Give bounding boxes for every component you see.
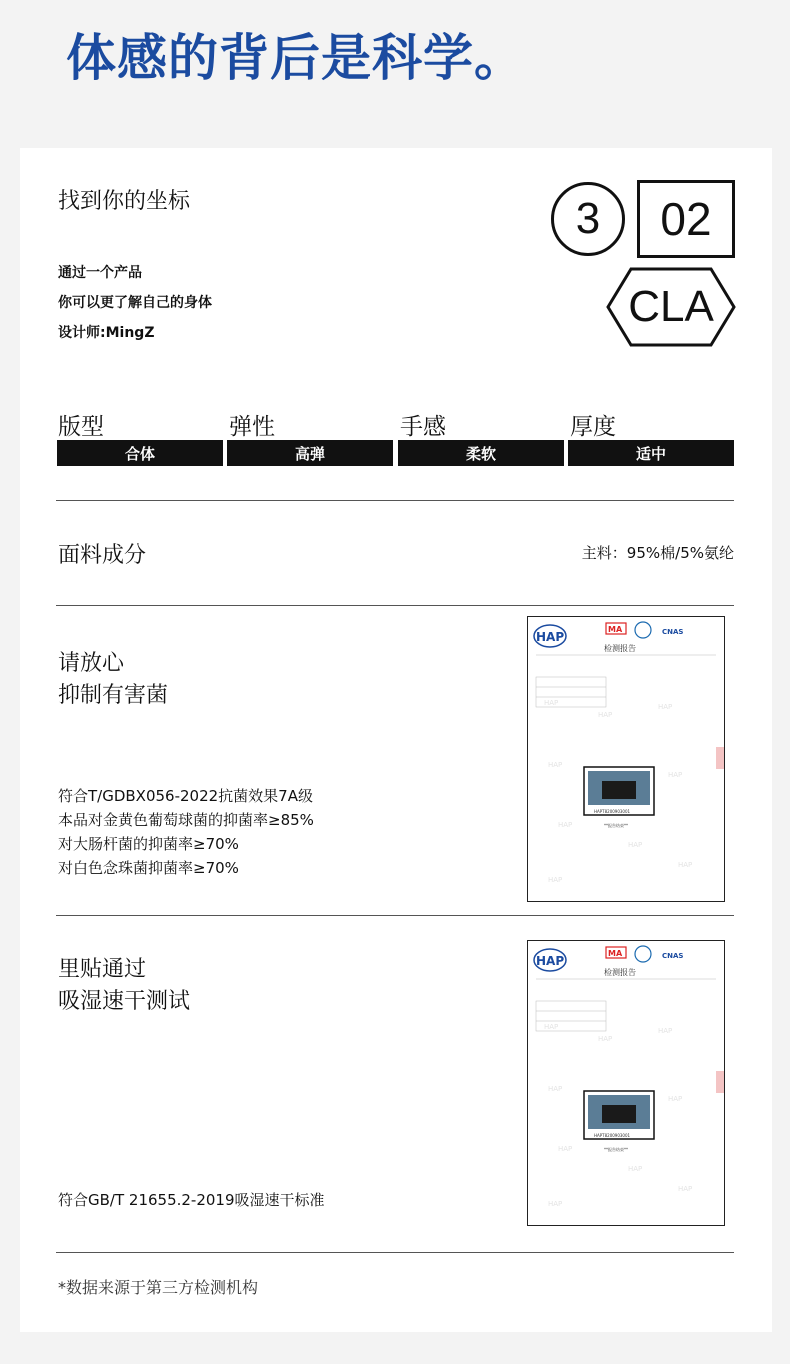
svg-text:HAP: HAP	[544, 1023, 559, 1031]
report-cnas-mark: CNAS	[662, 628, 684, 636]
hexagon-badge	[605, 266, 737, 348]
moisture-heading-line: 吸湿速干测试	[58, 989, 191, 1014]
test-report-document	[528, 617, 724, 901]
svg-text:HAP: HAP	[548, 761, 563, 769]
intro-lines	[58, 258, 212, 348]
intro-line: 你可以更了解自己的身体	[58, 295, 212, 311]
attr-value-elasticity: 高弹	[227, 440, 393, 466]
svg-text:HAP: HAP	[628, 841, 643, 849]
report-title: 检测报告	[604, 644, 636, 653]
svg-text:HAP: HAP	[668, 1095, 683, 1103]
fabric-heading: 面料成分	[58, 543, 147, 568]
detail-line: 对大肠杆菌的抑菌率≥70%	[58, 835, 239, 853]
report-title: 检测报告	[604, 968, 636, 977]
svg-text:HAP: HAP	[658, 1027, 673, 1035]
report-logo: HAP	[536, 954, 565, 968]
detail-line: 对白色念珠菌抑菌率≥70%	[58, 859, 239, 877]
report-number: HAPT8200903001	[594, 1133, 631, 1138]
intro-line: 通过一个产品	[58, 265, 142, 281]
attr-value-fit: 合体	[57, 440, 223, 466]
svg-text:HAP: HAP	[548, 1085, 563, 1093]
footnote: *数据来源于第三方检测机构	[58, 1278, 259, 1297]
divider	[56, 1252, 734, 1253]
test-report-document	[528, 941, 724, 1225]
page-title: 体感的背后是科学。	[66, 29, 525, 87]
svg-text:HAP: HAP	[678, 861, 693, 869]
divider	[56, 500, 734, 501]
svg-text:HAP: HAP	[558, 1145, 573, 1153]
circle-badge: 3	[551, 182, 625, 256]
report-footer: **报告结束**	[604, 823, 628, 828]
svg-text:HAP: HAP	[658, 703, 673, 711]
attr-label-feel: 手感	[400, 414, 446, 440]
svg-text:HAP: HAP	[544, 699, 559, 707]
attr-label-fit: 版型	[58, 414, 104, 440]
moisture-detail: 符合GB/T 21655.2-2019吸湿速干标准	[58, 1191, 325, 1209]
svg-text:HAP: HAP	[668, 771, 683, 779]
svg-text:HAP: HAP	[598, 1035, 613, 1043]
moisture-heading	[58, 954, 190, 1018]
antibacterial-heading-line: 请放心	[58, 651, 125, 676]
svg-text:HAP: HAP	[548, 876, 563, 884]
attr-value-feel: 柔软	[398, 440, 564, 466]
attr-value-thickness: 适中	[568, 440, 734, 466]
test-report-image	[527, 616, 725, 902]
antibacterial-heading-line: 抑制有害菌	[58, 683, 169, 708]
svg-text:HAP: HAP	[548, 1200, 563, 1208]
test-report-image	[527, 940, 725, 1226]
attr-label-elasticity: 弹性	[229, 414, 275, 440]
report-logo: HAP	[536, 630, 565, 644]
report-cnas-mark: CNAS	[662, 952, 684, 960]
info-card	[20, 148, 772, 1332]
intro-heading: 找到你的坐标	[58, 189, 191, 214]
intro-line: 设计师:MingZ	[58, 325, 155, 341]
divider	[56, 605, 734, 606]
report-number: HAPT8200903001	[594, 809, 631, 814]
svg-text:HAP: HAP	[598, 711, 613, 719]
report-ma-mark: MA	[608, 949, 623, 958]
fabric-value: 主料：95%棉/5%氨纶	[581, 544, 734, 562]
detail-line: 本品对金黄色葡萄球菌的抑菌率≥85%	[58, 811, 314, 829]
attr-label-thickness: 厚度	[570, 414, 616, 440]
report-footer: **报告结束**	[604, 1147, 628, 1152]
svg-text:HAP: HAP	[678, 1185, 693, 1193]
antibacterial-heading	[58, 648, 168, 712]
report-ma-mark: MA	[608, 625, 623, 634]
svg-text:HAP: HAP	[558, 821, 573, 829]
moisture-heading-line: 里贴通过	[58, 957, 147, 982]
antibacterial-details	[58, 784, 314, 880]
svg-text:HAP: HAP	[628, 1165, 643, 1173]
hexagon-badge-text: CLA	[628, 282, 714, 331]
divider	[56, 915, 734, 916]
box-badge: 02	[637, 180, 735, 258]
detail-line: 符合T/GDBX056-2022抗菌效果7A级	[58, 787, 313, 805]
